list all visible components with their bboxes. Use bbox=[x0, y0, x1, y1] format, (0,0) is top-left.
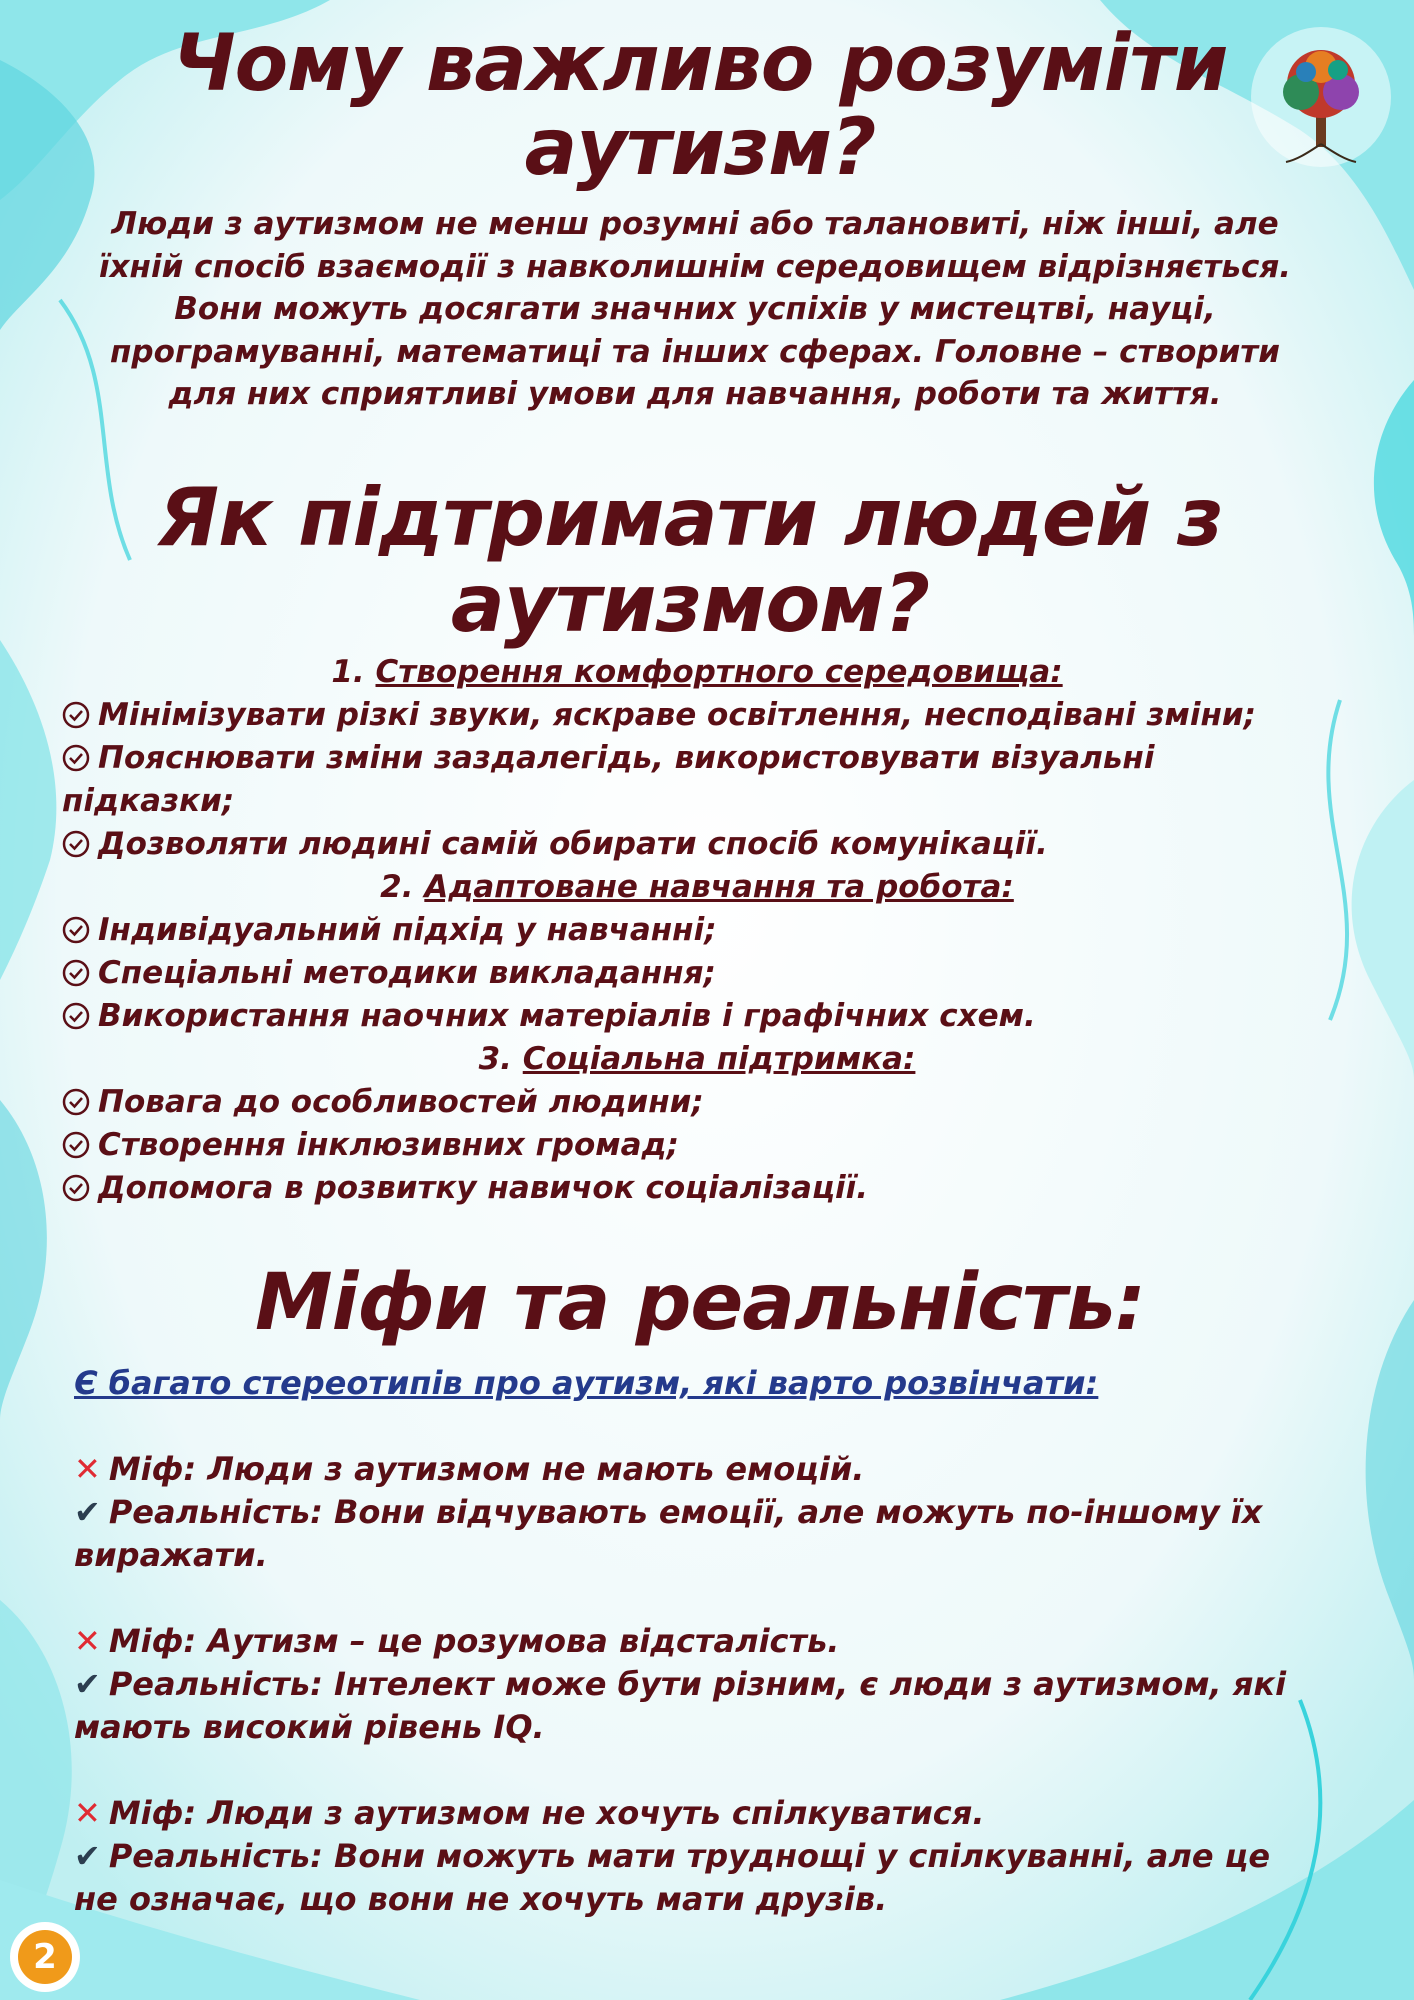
section-number: 2. bbox=[380, 869, 414, 905]
list-item-text: Індивідуальний підхід у навчанні; bbox=[98, 912, 717, 948]
myth-line bbox=[74, 1792, 1314, 1835]
reality-text: Реальність: Інтелект може бути різним, є люди з аутизмом, які мають високий рівень IQ. bbox=[74, 1665, 1287, 1746]
list-item bbox=[62, 1081, 1332, 1124]
list-item-text: Мінімізувати різкі звуки, яскраве освітлення, несподівані зміни; bbox=[98, 697, 1257, 733]
tree-logo-icon bbox=[1246, 22, 1396, 172]
list-item bbox=[62, 737, 1332, 823]
list-item-text: Створення інклюзивних громад; bbox=[98, 1127, 679, 1163]
checkmark-icon: ✔ bbox=[74, 1665, 101, 1703]
check-circle-icon bbox=[62, 959, 90, 987]
list-item-text: Використання наочних матеріалів і графічних схем. bbox=[98, 998, 1036, 1034]
myth-line bbox=[74, 1620, 1314, 1663]
myth-pair bbox=[74, 1448, 1314, 1577]
support-list bbox=[62, 651, 1332, 1210]
page-title: Чому важливо розуміти аутизм? bbox=[172, 19, 1228, 193]
page-number: 2 bbox=[18, 1930, 72, 1984]
list-item bbox=[62, 694, 1332, 737]
intro-paragraph: Люди з аутизмом не менш розумні або талановиті, ніж інші, але їхній спосіб взаємодії з навколишнім середовищем відрізняється. Вони можуть досягати значних успіхів у мистецтві, науці, програмуванні, математиці та інших сферах. Головне – створити для них сприятливі умови для навчання, роботи та життя. bbox=[98, 206, 1292, 412]
list-item bbox=[62, 995, 1332, 1038]
cross-icon: ✕ bbox=[74, 1794, 101, 1832]
check-circle-icon bbox=[62, 916, 90, 944]
list-item bbox=[62, 909, 1332, 952]
check-circle-icon bbox=[62, 1088, 90, 1116]
section-number: 3. bbox=[478, 1041, 512, 1077]
myth-text: Міф: Люди з аутизмом не хочуть спілкуватися. bbox=[108, 1794, 985, 1832]
myth-text: Міф: Аутизм – це розумова відсталість. bbox=[108, 1622, 840, 1660]
list-item-text: Дозволяти людині самій обирати спосіб комунікації. bbox=[98, 826, 1048, 862]
list-item bbox=[62, 823, 1332, 866]
reality-line bbox=[74, 1491, 1314, 1577]
myths-section bbox=[74, 1362, 1314, 1964]
check-circle-icon bbox=[62, 1174, 90, 1202]
cross-icon: ✕ bbox=[74, 1450, 101, 1488]
reality-text: Реальність: Вони можуть мати труднощі у спілкуванні, але це не означає, що вони не хочуть мати друзів. bbox=[74, 1837, 1271, 1918]
page-number-badge bbox=[10, 1922, 80, 1992]
list-item-text: Пояснювати зміни заздалегідь, використовувати візуальні підказки; bbox=[62, 740, 1155, 819]
check-circle-icon bbox=[62, 701, 90, 729]
check-circle-icon bbox=[62, 830, 90, 858]
checkmark-icon: ✔ bbox=[74, 1493, 101, 1531]
section-title: Соціальна підтримка: bbox=[522, 1041, 916, 1077]
reality-text: Реальність: Вони відчувають емоції, але можуть по-іншому їх виражати. bbox=[74, 1493, 1263, 1574]
cross-icon: ✕ bbox=[74, 1622, 101, 1660]
reality-line bbox=[74, 1835, 1314, 1921]
myths-heading: Міфи та реальність: bbox=[255, 1258, 1145, 1348]
section-heading bbox=[62, 866, 1332, 909]
check-circle-icon bbox=[62, 1131, 90, 1159]
section-title: Адаптоване навчання та робота: bbox=[424, 869, 1014, 905]
section-heading bbox=[62, 1038, 1332, 1081]
myths-lead-link[interactable]: Є багато стереотипів про аутизм, які варто розвінчати: bbox=[74, 1364, 1099, 1402]
myth-pair bbox=[74, 1792, 1314, 1921]
list-item-text: Допомога в розвитку навичок соціалізації. bbox=[98, 1170, 868, 1206]
list-item-text: Спеціальні методики викладання; bbox=[98, 955, 716, 991]
reality-line bbox=[74, 1663, 1314, 1749]
myth-text: Міф: Люди з аутизмом не мають емоцій. bbox=[108, 1450, 865, 1488]
support-heading: Як підтримати людей з аутизмом? bbox=[157, 471, 1223, 650]
list-item bbox=[62, 1167, 1332, 1210]
myth-line bbox=[74, 1448, 1314, 1491]
check-circle-icon bbox=[62, 744, 90, 772]
section-heading bbox=[62, 651, 1332, 694]
list-item bbox=[62, 1124, 1332, 1167]
section-title: Створення комфортного середовища: bbox=[375, 654, 1063, 690]
list-item bbox=[62, 952, 1332, 995]
section-number: 1. bbox=[331, 654, 365, 690]
list-item-text: Повага до особливостей людини; bbox=[98, 1084, 704, 1120]
myth-pair bbox=[74, 1620, 1314, 1749]
check-circle-icon bbox=[62, 1002, 90, 1030]
checkmark-icon: ✔ bbox=[74, 1837, 101, 1875]
